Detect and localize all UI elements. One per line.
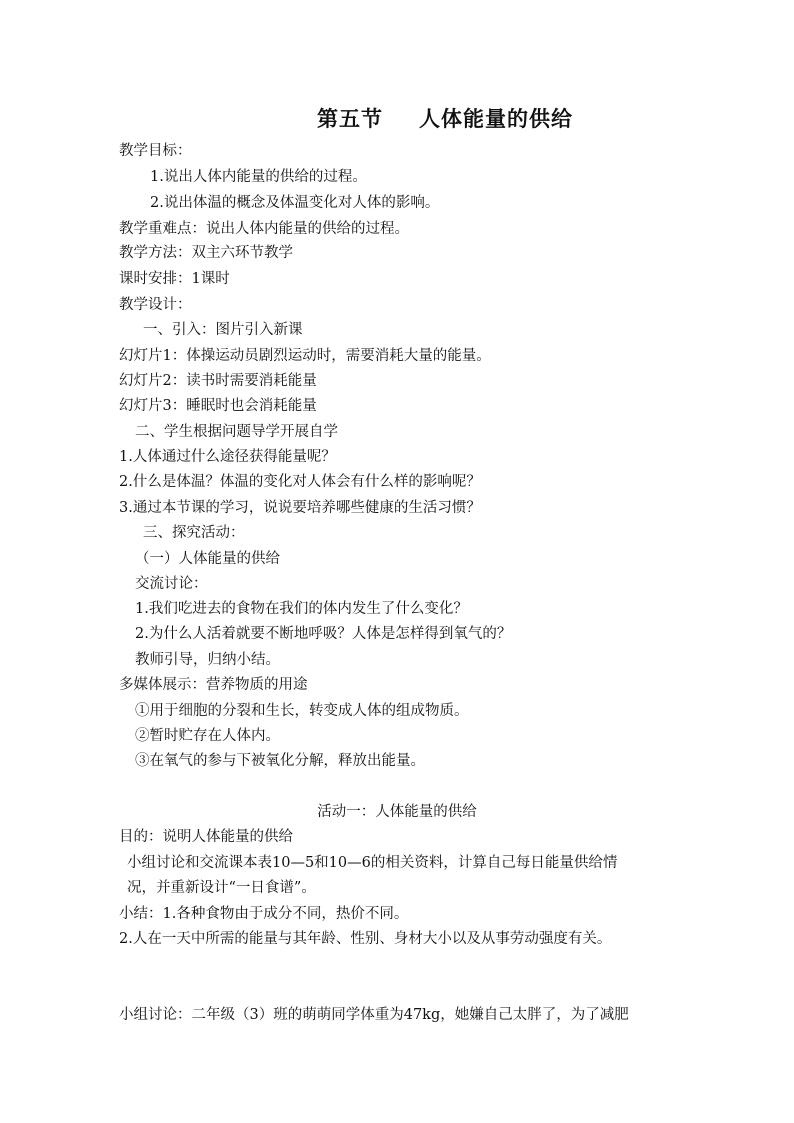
media-label: 多媒体展示：营养物质的用途 <box>119 677 308 693</box>
nutrient-use-3: ③在氧气的参与下被氧化分解，释放出能量。 <box>135 753 425 769</box>
design-label: 教学设计： <box>119 297 192 313</box>
teaching-method: 教学方法：双主六环节教学 <box>119 245 293 261</box>
part3-heading: 三、探究活动： <box>143 525 245 541</box>
question-3: 3.通过本节课的学习，说说要培养哪些健康的生活习惯？ <box>119 500 481 516</box>
nutrient-use-2: ②暂时贮存在人体内。 <box>135 728 280 744</box>
class-schedule: 课时安排：1课时 <box>119 271 230 287</box>
title-name: 人体能量的供给 <box>419 107 573 131</box>
title-section: 第五节 <box>317 107 383 131</box>
discussion-label: 交流讨论： <box>135 576 208 592</box>
activity-purpose: 目的：说明人体能量的供给 <box>119 829 293 845</box>
slide-3: 幻灯片3：睡眠时也会消耗能量 <box>119 398 317 414</box>
slide-1: 幻灯片1：体操运动员剧烈运动时，需要消耗大量的能量。 <box>119 348 491 364</box>
slide-2: 幻灯片2：读书时需要消耗能量 <box>119 373 317 389</box>
task-line-2: 况，并重新设计“一日食谱”。 <box>127 880 316 896</box>
nutrient-use-1: ①用于细胞的分裂和生长，转变成人体的组成物质。 <box>135 703 469 719</box>
objective-1: 1.说出人体内能量的供给的过程。 <box>150 169 367 185</box>
summary-2: 2.人在一天中所需的能量与其年龄、性别、身材大小以及从事劳动强度有关。 <box>119 931 612 947</box>
group-discussion: 小组讨论：二年级（3）班的萌萌同学体重为47kg，她嫌自己太胖了，为了减肥 <box>119 1007 629 1023</box>
teacher-guide: 教师引导，归纳小结。 <box>135 652 280 668</box>
sub1-heading: （一）人体能量的供给 <box>135 551 280 567</box>
task-line-1: 小组讨论和交流课本表10—5和10—6的相关资料，计算自己每日能量供给情 <box>127 855 618 871</box>
discussion-2: 2.为什么人活着就要不断地呼吸？人体是怎样得到氧气的？ <box>135 626 512 642</box>
question-1: 1.人体通过什么途径获得能量呢？ <box>119 449 336 465</box>
discussion-1: 1.我们吃进去的食物在我们的体内发生了什么变化？ <box>135 601 468 617</box>
page-title <box>0 103 794 133</box>
activity1-title: 活动一：人体能量的供给 <box>317 804 477 820</box>
objectives-label: 教学目标： <box>119 143 192 159</box>
key-points: 教学重难点：说出人体内能量的供给的过程。 <box>119 221 409 237</box>
summary-1: 小结：1.各种食物由于成分不同，热价不同。 <box>119 906 409 922</box>
part2-heading: 二、学生根据问题导学开展自学 <box>135 424 338 440</box>
part1-heading: 一、引入：图片引入新课 <box>143 322 303 338</box>
objective-2: 2.说出体温的概念及体温变化对人体的影响。 <box>150 195 440 211</box>
question-2: 2.什么是体温？体温的变化对人体会有什么样的影响呢？ <box>119 474 481 490</box>
